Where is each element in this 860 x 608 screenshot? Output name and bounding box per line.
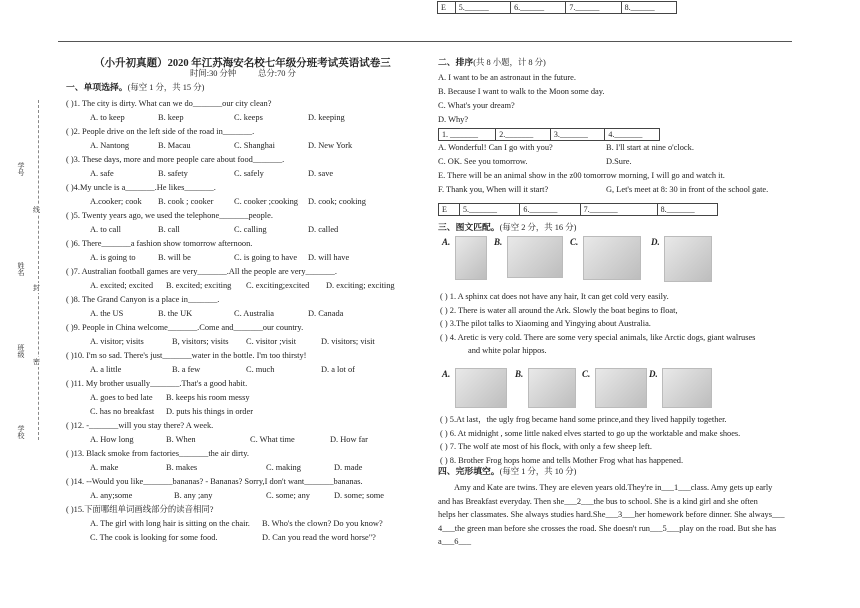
option: D. How far xyxy=(330,435,368,444)
match-item: ( ) 7. The wolf ate most of his flock, with only a few sheep left. xyxy=(440,442,652,451)
picture-d-2 xyxy=(649,368,712,408)
question-stem: ( )6. There_______a fashion show tomorrow afternoon. xyxy=(66,239,253,248)
section-heading: 四、完形填空。 xyxy=(438,466,500,476)
picture-c xyxy=(570,236,641,280)
option: B. makes xyxy=(166,463,198,472)
sort-item: D. Why? xyxy=(438,115,469,124)
exam-score: 总分:70 分 xyxy=(258,69,296,78)
option: D. exciting; exciting xyxy=(326,281,395,290)
option: A. excited; excited xyxy=(90,281,154,290)
option: A. make xyxy=(90,463,119,472)
cloze-line: Amy and Kate are twins. They are eleven years old.They're in___1___class. Amy gets up early xyxy=(454,483,773,492)
option: B. keep xyxy=(158,113,184,122)
question-stem: ( )15.下面哪组单词画线部分的读音相同? xyxy=(66,505,214,514)
option: C. cooker ;cooking xyxy=(234,197,298,206)
option: A. a little xyxy=(90,365,122,374)
section-note: (每空 2 分，共 16 分) xyxy=(499,223,577,232)
table-cell: 8._______ xyxy=(657,204,717,216)
top-answer-table xyxy=(437,1,677,14)
option: B. keeps his room messy xyxy=(166,393,250,402)
answer-table-1 xyxy=(438,128,660,141)
section-3-heading xyxy=(438,222,576,233)
question-stem: ( )1. The city is dirty. What can we do_______our city clean? xyxy=(66,99,272,108)
sort-item: A. I want to be an astronaut in the future. xyxy=(438,73,576,82)
option: C. Australia xyxy=(234,309,275,318)
option: D. cook; cooking xyxy=(308,197,366,206)
option: A. to keep xyxy=(90,113,125,122)
option: D. keeping xyxy=(308,113,345,122)
sort-item: C. What's your dream? xyxy=(438,101,515,110)
option: D. some; some xyxy=(334,491,385,500)
table-cell: E xyxy=(438,2,456,14)
picture-label: A. xyxy=(442,237,451,247)
picture-c-2 xyxy=(582,368,647,408)
question-stem: ( )3. These days, more and more people care about food_______. xyxy=(66,155,285,164)
picture-label: D. xyxy=(651,237,660,247)
match-item: ( ) 5.At last，the ugly frog became hand some prince,and they lived happily together. xyxy=(440,415,727,424)
page-divider xyxy=(58,41,792,42)
option: B, visitors; visits xyxy=(172,337,229,346)
option: B. Macau xyxy=(158,141,191,150)
match-item: ( ) 4. Aretic is very cold. There are some very special animals, like Arctic dogs, giant walruses xyxy=(440,332,756,342)
option: A. visitor; visits xyxy=(90,337,144,346)
picture-a xyxy=(442,236,487,280)
option: A. to call xyxy=(90,225,121,234)
cloze-line: helps her classmates. She always studies hard.She___3___her homework before dinner. She always___ xyxy=(438,510,785,519)
sort-item: B. Because I want to walk to the Moon some day. xyxy=(438,87,605,96)
table-cell: 7._______ xyxy=(580,204,657,216)
option: A. The girl with long hair is sitting on the chair. xyxy=(90,519,250,528)
table-cell: 5.______ xyxy=(455,2,510,14)
option: B. cook ; cooker xyxy=(158,197,214,206)
question-stem: ( )14. --Would you like_______bananas? - Bananas? Sorry,I don't want_______bananas. xyxy=(66,477,363,486)
cloze-line: and has Breakfast everyday. Then she___2___the bus to school. She is a kind girl and she often xyxy=(438,496,758,506)
option: B. call xyxy=(158,225,180,234)
option: D. visitors; visit xyxy=(321,337,375,346)
sort-item: C. OK. See you tomorrow. xyxy=(438,157,528,166)
question-stem: ( )12. -_______will you stay there? A week. xyxy=(66,421,214,430)
sort-item: D.Sure. xyxy=(606,157,632,166)
option: C. keeps xyxy=(234,113,263,122)
option: D. called xyxy=(308,225,339,234)
question-stem: ( )5. Twenty years ago, we used the telephone_______people. xyxy=(66,211,273,220)
sort-item: G, Let's meet at 8: 30 in front of the school gate. xyxy=(606,185,769,194)
table-cell: 7.______ xyxy=(566,2,621,14)
margin-word-closed: 密 xyxy=(33,358,40,366)
question-list xyxy=(66,97,426,545)
margin-label-student-id: 学号 xyxy=(17,162,25,176)
table-cell: 1. _______ xyxy=(439,129,496,141)
option: A.cooker; cook xyxy=(90,197,142,206)
option: B. safety xyxy=(158,169,188,178)
picture-label: B. xyxy=(494,237,503,247)
option: D. New York xyxy=(308,141,353,150)
margin-word-seal: 封 xyxy=(33,284,40,292)
option: C. Shanghai xyxy=(234,141,275,150)
question-stem: ( )11. My brother usually_______.That's a good habit. xyxy=(66,379,248,388)
match-group-1 xyxy=(440,290,755,358)
option: C. visitor ;visit xyxy=(246,337,297,346)
option: D. will have xyxy=(308,253,350,262)
table-cell: 8.______ xyxy=(621,2,676,14)
option: A. the US xyxy=(90,309,124,318)
page-title: （小升初真题）2020 年江苏海安名校七年级分班考试英语试卷三 xyxy=(94,58,391,69)
section-4 xyxy=(438,466,852,549)
option: B. a few xyxy=(172,365,201,374)
section-heading: 一、单项选择。 xyxy=(66,82,128,92)
exam-time: 时间:30 分钟 xyxy=(190,69,237,78)
option: C. much xyxy=(246,365,275,374)
match-item: ( ) 3.The pilot talks to Xiaoming and Yingying about Australia. xyxy=(440,319,651,328)
option: C. The cook is looking for some food. xyxy=(90,533,218,542)
section-note: (共 8 小题，计 8 分) xyxy=(473,58,546,67)
question-stem: ( )13. Black smoke from factories_______the air dirty. xyxy=(66,449,249,458)
option: C. calling xyxy=(234,225,267,234)
option: D. made xyxy=(334,463,363,472)
picture-label: A. xyxy=(442,369,451,379)
margin-label-class: 班级 xyxy=(17,344,25,358)
picture-label: C. xyxy=(570,237,579,247)
margin-word-line: 线 xyxy=(33,206,40,214)
section-1 xyxy=(66,82,426,545)
option: B. any ;any xyxy=(174,491,213,500)
table-cell: 6.______ xyxy=(511,2,566,14)
table-cell: 2._______ xyxy=(496,129,551,141)
option: D. save xyxy=(308,169,334,178)
option: C. making xyxy=(266,463,301,472)
option: D. a lot of xyxy=(321,365,355,374)
table-cell: 6._______ xyxy=(520,204,580,216)
option: C. is going to have xyxy=(234,253,298,262)
picture-b-2 xyxy=(515,368,576,408)
option: B. When xyxy=(166,435,196,444)
sort-item: E. There will be an animal show in the z00 tomorrow morning, I will go and watch it. xyxy=(438,171,725,180)
cloze-line: 4___the green man before she crosses the road. She doesn't run___5___play on the road. But she has xyxy=(438,523,777,533)
picture-label: C. xyxy=(582,369,591,379)
question-stem: ( )10. I'm so sad. There's just_______water in the bottle. I'm too thirsty! xyxy=(66,351,307,360)
table-cell: 4._______ xyxy=(605,129,660,141)
cloze-line: a___6___ xyxy=(438,537,472,546)
question-stem: ( )7. Australian football games are very_______.All the people are very_______. xyxy=(66,267,337,276)
option: A. How long xyxy=(90,435,134,444)
answer-table-2 xyxy=(438,203,718,216)
option: A. any;some xyxy=(90,491,133,500)
option: A. is going to xyxy=(90,253,136,262)
section-note: (每空 1 分，共 15 分) xyxy=(127,83,205,92)
picture-d xyxy=(651,236,712,282)
option: C. exciting;excited xyxy=(246,281,310,290)
option: C. What time xyxy=(250,435,295,444)
option: B. excited; exciting xyxy=(166,281,232,290)
option: C. safely xyxy=(234,169,264,178)
table-cell: E xyxy=(439,204,460,216)
match-item: and white polar hippos. xyxy=(468,346,547,355)
picture-label: B. xyxy=(515,369,524,379)
binding-line xyxy=(38,100,39,440)
section-heading: 二、排序 xyxy=(438,57,474,67)
picture-a-2 xyxy=(442,368,507,408)
table-cell: 3._______ xyxy=(550,129,605,141)
match-item: ( ) 1. A sphinx cat does not have any hair, It can get cold very easily. xyxy=(440,292,669,301)
option: A. goes to bed late xyxy=(90,393,153,402)
option: B. the UK xyxy=(158,309,193,318)
option: C. has no breakfast xyxy=(90,407,155,416)
question-stem: ( )2. People drive on the left side of the road in_______. xyxy=(66,127,255,136)
option: B. Who's the clown? Do you know? xyxy=(262,519,383,528)
option: A. safe xyxy=(90,169,114,178)
match-item: ( ) 8. Brother Frog hops home and tells Mother Frog what has happened. xyxy=(440,455,684,465)
match-item: ( ) 6. At midnight , some little naked elves started to go up the worktable and make shoes. xyxy=(440,428,741,438)
margin-label-school: 学校 xyxy=(17,425,25,439)
section-heading: 三、图文匹配。 xyxy=(438,222,500,232)
margin-label-name: 姓名 xyxy=(17,262,25,276)
question-stem: ( )9. People in China welcome_______.Come and_______our country. xyxy=(66,323,304,332)
picture-b xyxy=(494,236,563,278)
sort-item: A. Wonderful! Can I go with you? xyxy=(438,143,553,152)
picture-label: D. xyxy=(649,369,658,379)
option: D. puts his things in order xyxy=(166,407,254,416)
option: C. some; any xyxy=(266,491,310,500)
question-stem: ( )8. The Grand Canyon is a place in_______. xyxy=(66,295,220,304)
match-group-2 xyxy=(440,413,740,467)
option: A. Nantong xyxy=(90,141,130,150)
match-item: ( ) 2. There is water all around the Ark. Slowly the boat begins to float, xyxy=(440,305,678,315)
section-note: (每空 1 分，共 10 分) xyxy=(499,467,577,476)
sort-item: B. I'll start at nine o'clock. xyxy=(606,143,694,152)
section-2 xyxy=(438,57,848,216)
question-stem: ( )4.My uncle is a_______.He likes_______. xyxy=(66,183,216,192)
table-cell: 5._______ xyxy=(460,204,520,216)
option: D. Can you read the word horse"? xyxy=(262,533,376,542)
sort-item: F. Thank you, When will it start? xyxy=(438,185,549,194)
option: B. will be xyxy=(158,253,191,262)
option: D. Canada xyxy=(308,309,344,318)
